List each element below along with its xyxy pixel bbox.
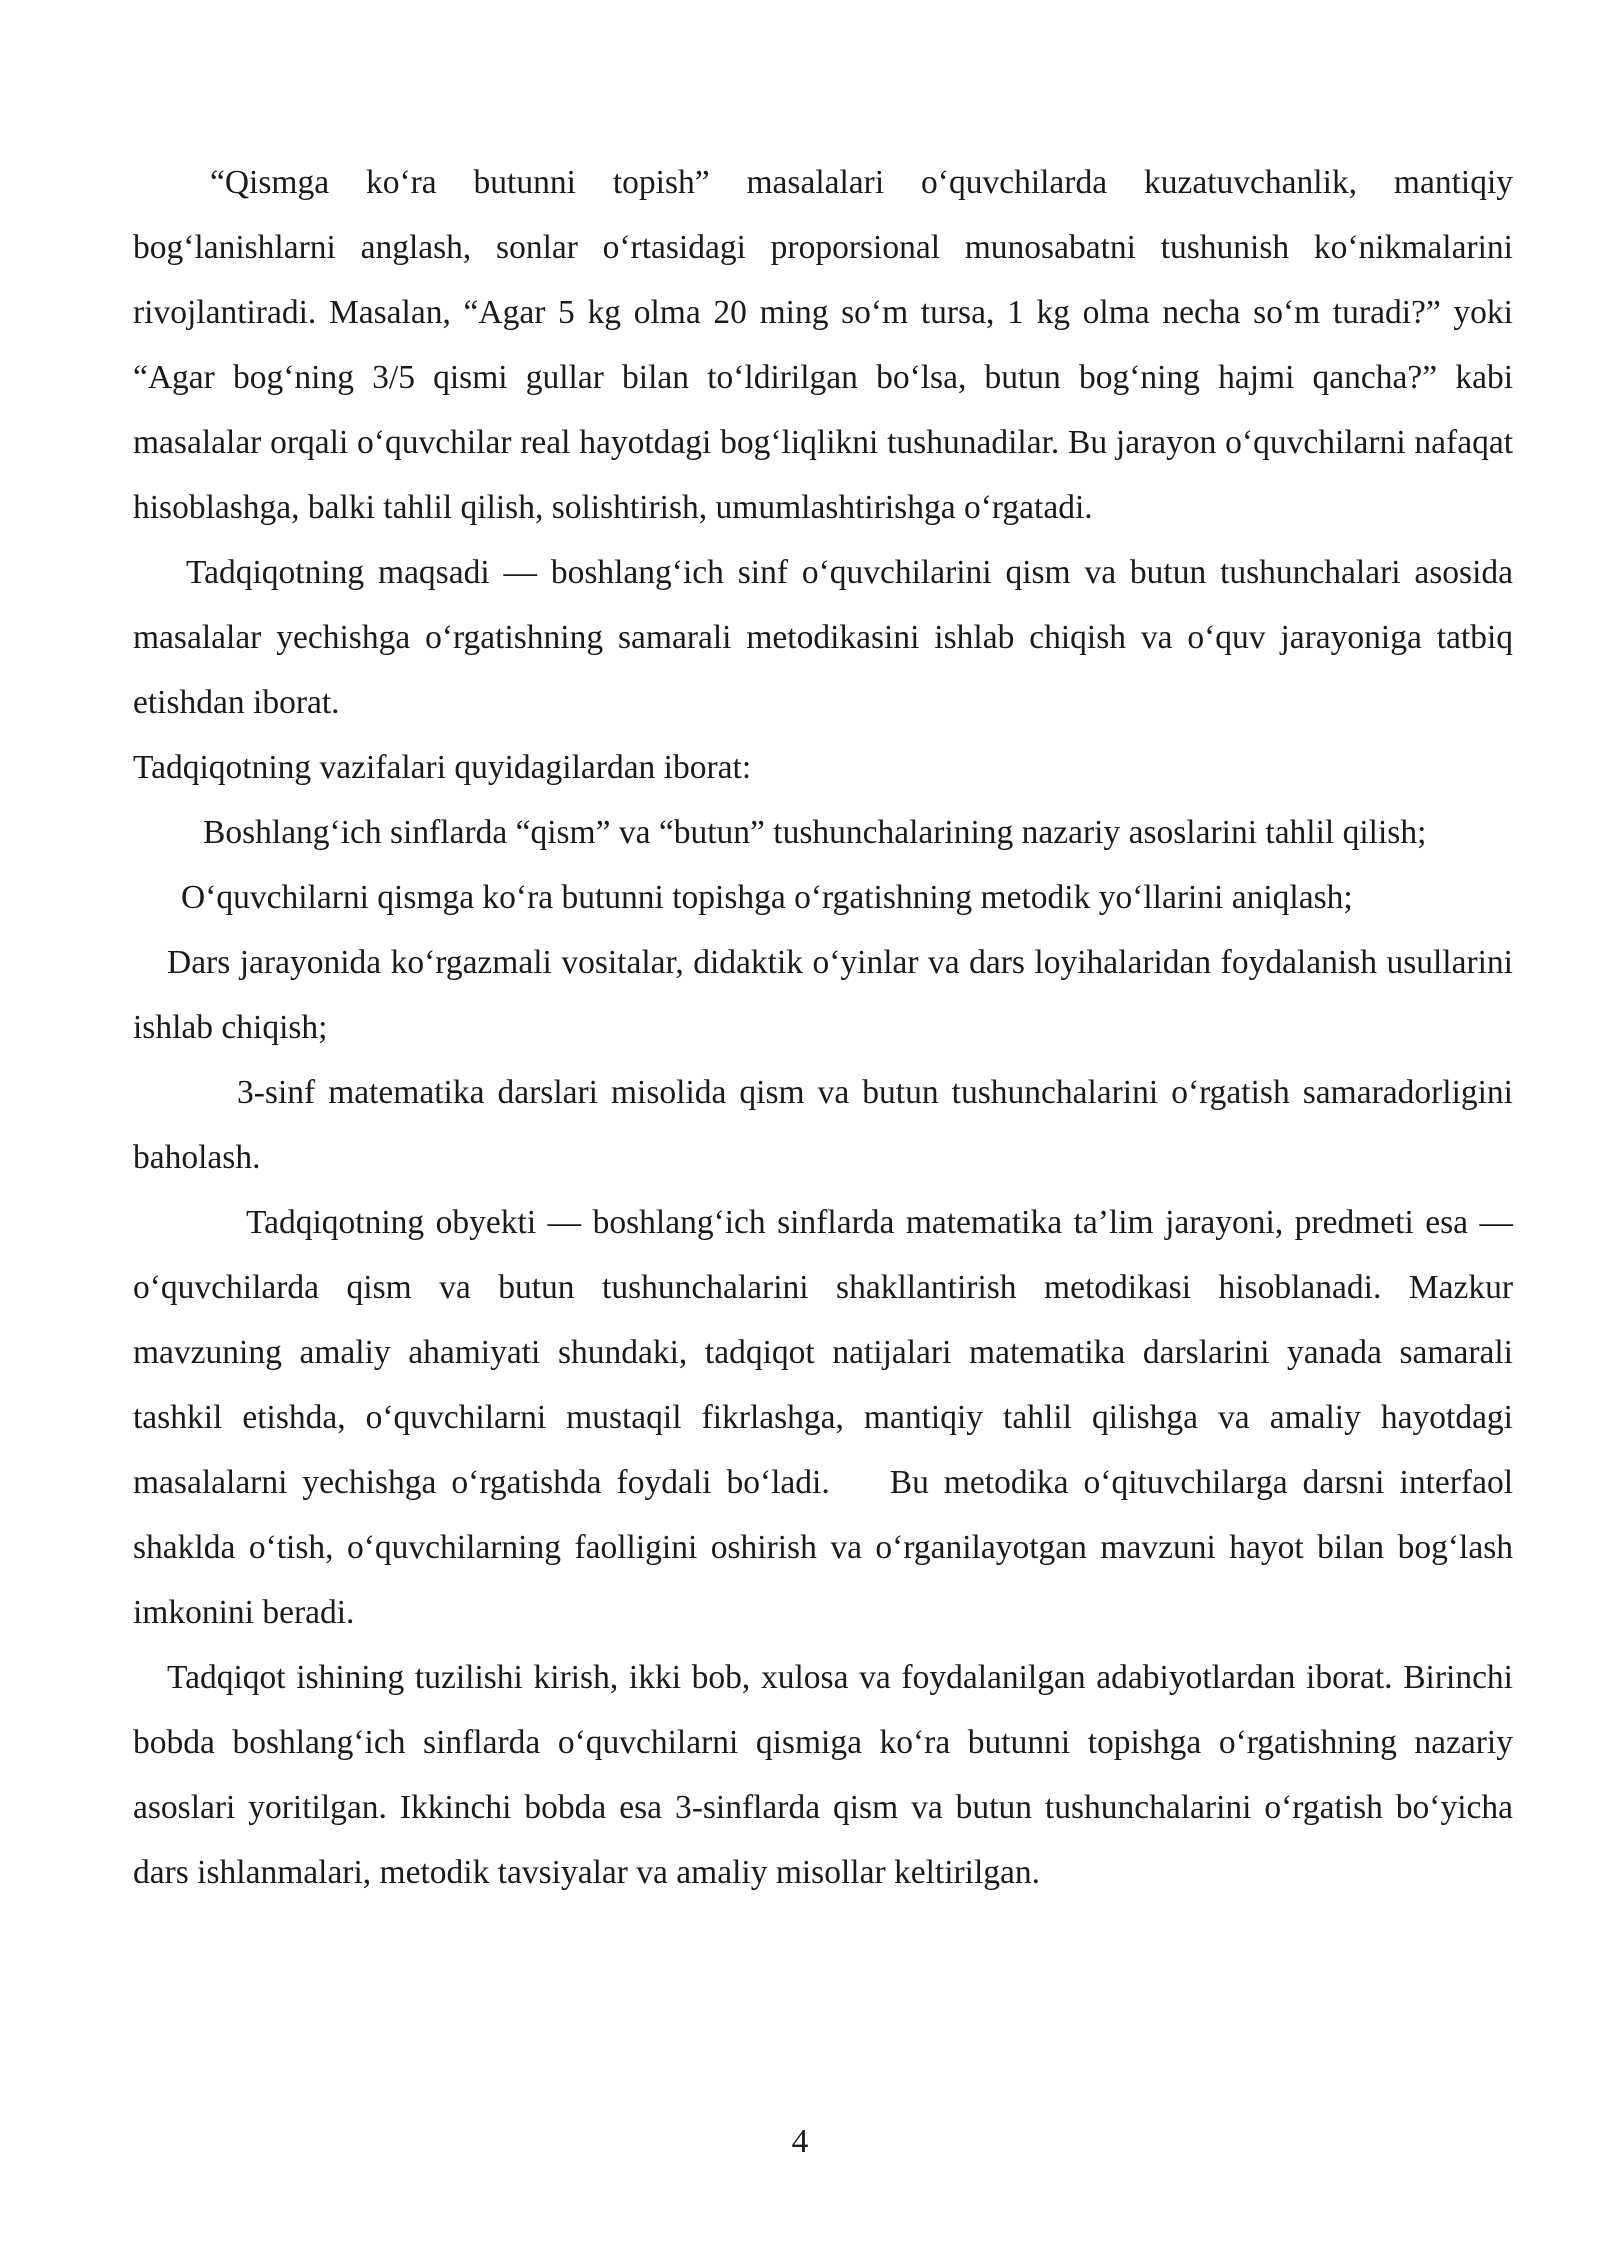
paragraph-tasks-heading: Tadqiqotning vazifalari quyidagilardan iborat: bbox=[133, 749, 752, 786]
task-item-3: Dars jarayonida ko‘rgazmali vositalar, didaktik o‘yinlar va dars loyihalaridan foydalanish usullarini ishlab chiqish; bbox=[133, 944, 1513, 1046]
task-item-2: O‘quvchilarni qismga ko‘ra butunni topishga o‘rgatishning metodik yo‘llarini aniqlash; bbox=[181, 879, 1353, 916]
task-item-1: Boshlang‘ich sinflarda “qism” va “butun” tushunchalarining nazariy asoslarini tahlil qilish; bbox=[203, 814, 1427, 851]
body-text bbox=[133, 150, 1513, 1905]
page-number: 4 bbox=[791, 2123, 809, 2160]
paragraph-research-goal: Tadqiqotning maqsadi — boshlang‘ich sinf o‘quvchilarini qism va butun tushunchalari asosida masalalar yechishga o‘rgatishning samarali metodikasini ishlab chiqish va o‘quv jarayoniga tatbiq etishdan iborat. bbox=[133, 554, 1513, 721]
paragraph-research-object bbox=[133, 1190, 1513, 1645]
paragraph-structure: Tadqiqot ishining tuzilishi kirish, ikki bob, xulosa va foydalanilgan adabiyotlardan iborat. Birinchi bobda boshlang‘ich sinflarda o‘quvchilarni qismiga ko‘ra butunni topishga o‘rgatishning nazariy asoslari yoritilgan. Ikkinchi bobda esa 3-sinflarda qism va butun tushunchalarini o‘rgatish bo‘yicha dars ishlanmalari, metodik tavsiyalar va amaliy misollar keltirilgan. bbox=[133, 1659, 1513, 1891]
task-item-4: 3-sinf matematika darslari misolida qism va butun tushunchalarini o‘rgatish samaradorligini baholash. bbox=[133, 1074, 1513, 1176]
paragraph-intro: “Qismga ko‘ra butunni topish” masalalari o‘quvchilarda kuzatuvchanlik, mantiqiy bog‘lanishlarni anglash, sonlar o‘rtasidagi proporsional munosabatni tushunish ko‘nikmalarini rivojlantiradi. Masalan, “Agar 5 kg olma 20 ming so‘m tursa, 1 kg olma necha so‘m turadi?” yoki “Agar bog‘ning 3/5 qismi gullar bilan to‘ldirilgan bo‘lsa, butun bog‘ning hajmi qancha?” kabi masalalar orqali o‘quvchilar real hayotdagi bog‘liqlikni tushunadilar. Bu jarayon o‘quvchilarni nafaqat hisoblashga, balki tahlil qilish, solishtirish, umumlashtirishga o‘rgatadi. bbox=[133, 164, 1513, 526]
research-object-text: Tadqiqotning obyekti — boshlang‘ich sinflarda matematika ta’lim jarayoni, predmeti esa — o‘quvchilarda qism va butun tushunchalarini shakllantirish metodikasi hisoblanadi. Mazkur mavzuning amaliy ahamiyati shundaki, tadqiqot natijalari matematika darslarini yanada samarali tashkil etishda, o‘quvchilarni mustaqil fikrlashga, mantiqiy tahlil qilishga va amaliy hayotdagi masalalarni yechishga o‘rgatishda foydali bo‘ladi. bbox=[133, 1204, 1513, 1501]
methodology-text: Bu metodika o‘qituvchilarga darsni interfaol shaklda o‘tish, o‘quvchilarning faolligini oshirish va o‘rganilayotgan mavzuni hayot bilan bog‘lash imkonini beradi. bbox=[133, 1464, 1513, 1631]
